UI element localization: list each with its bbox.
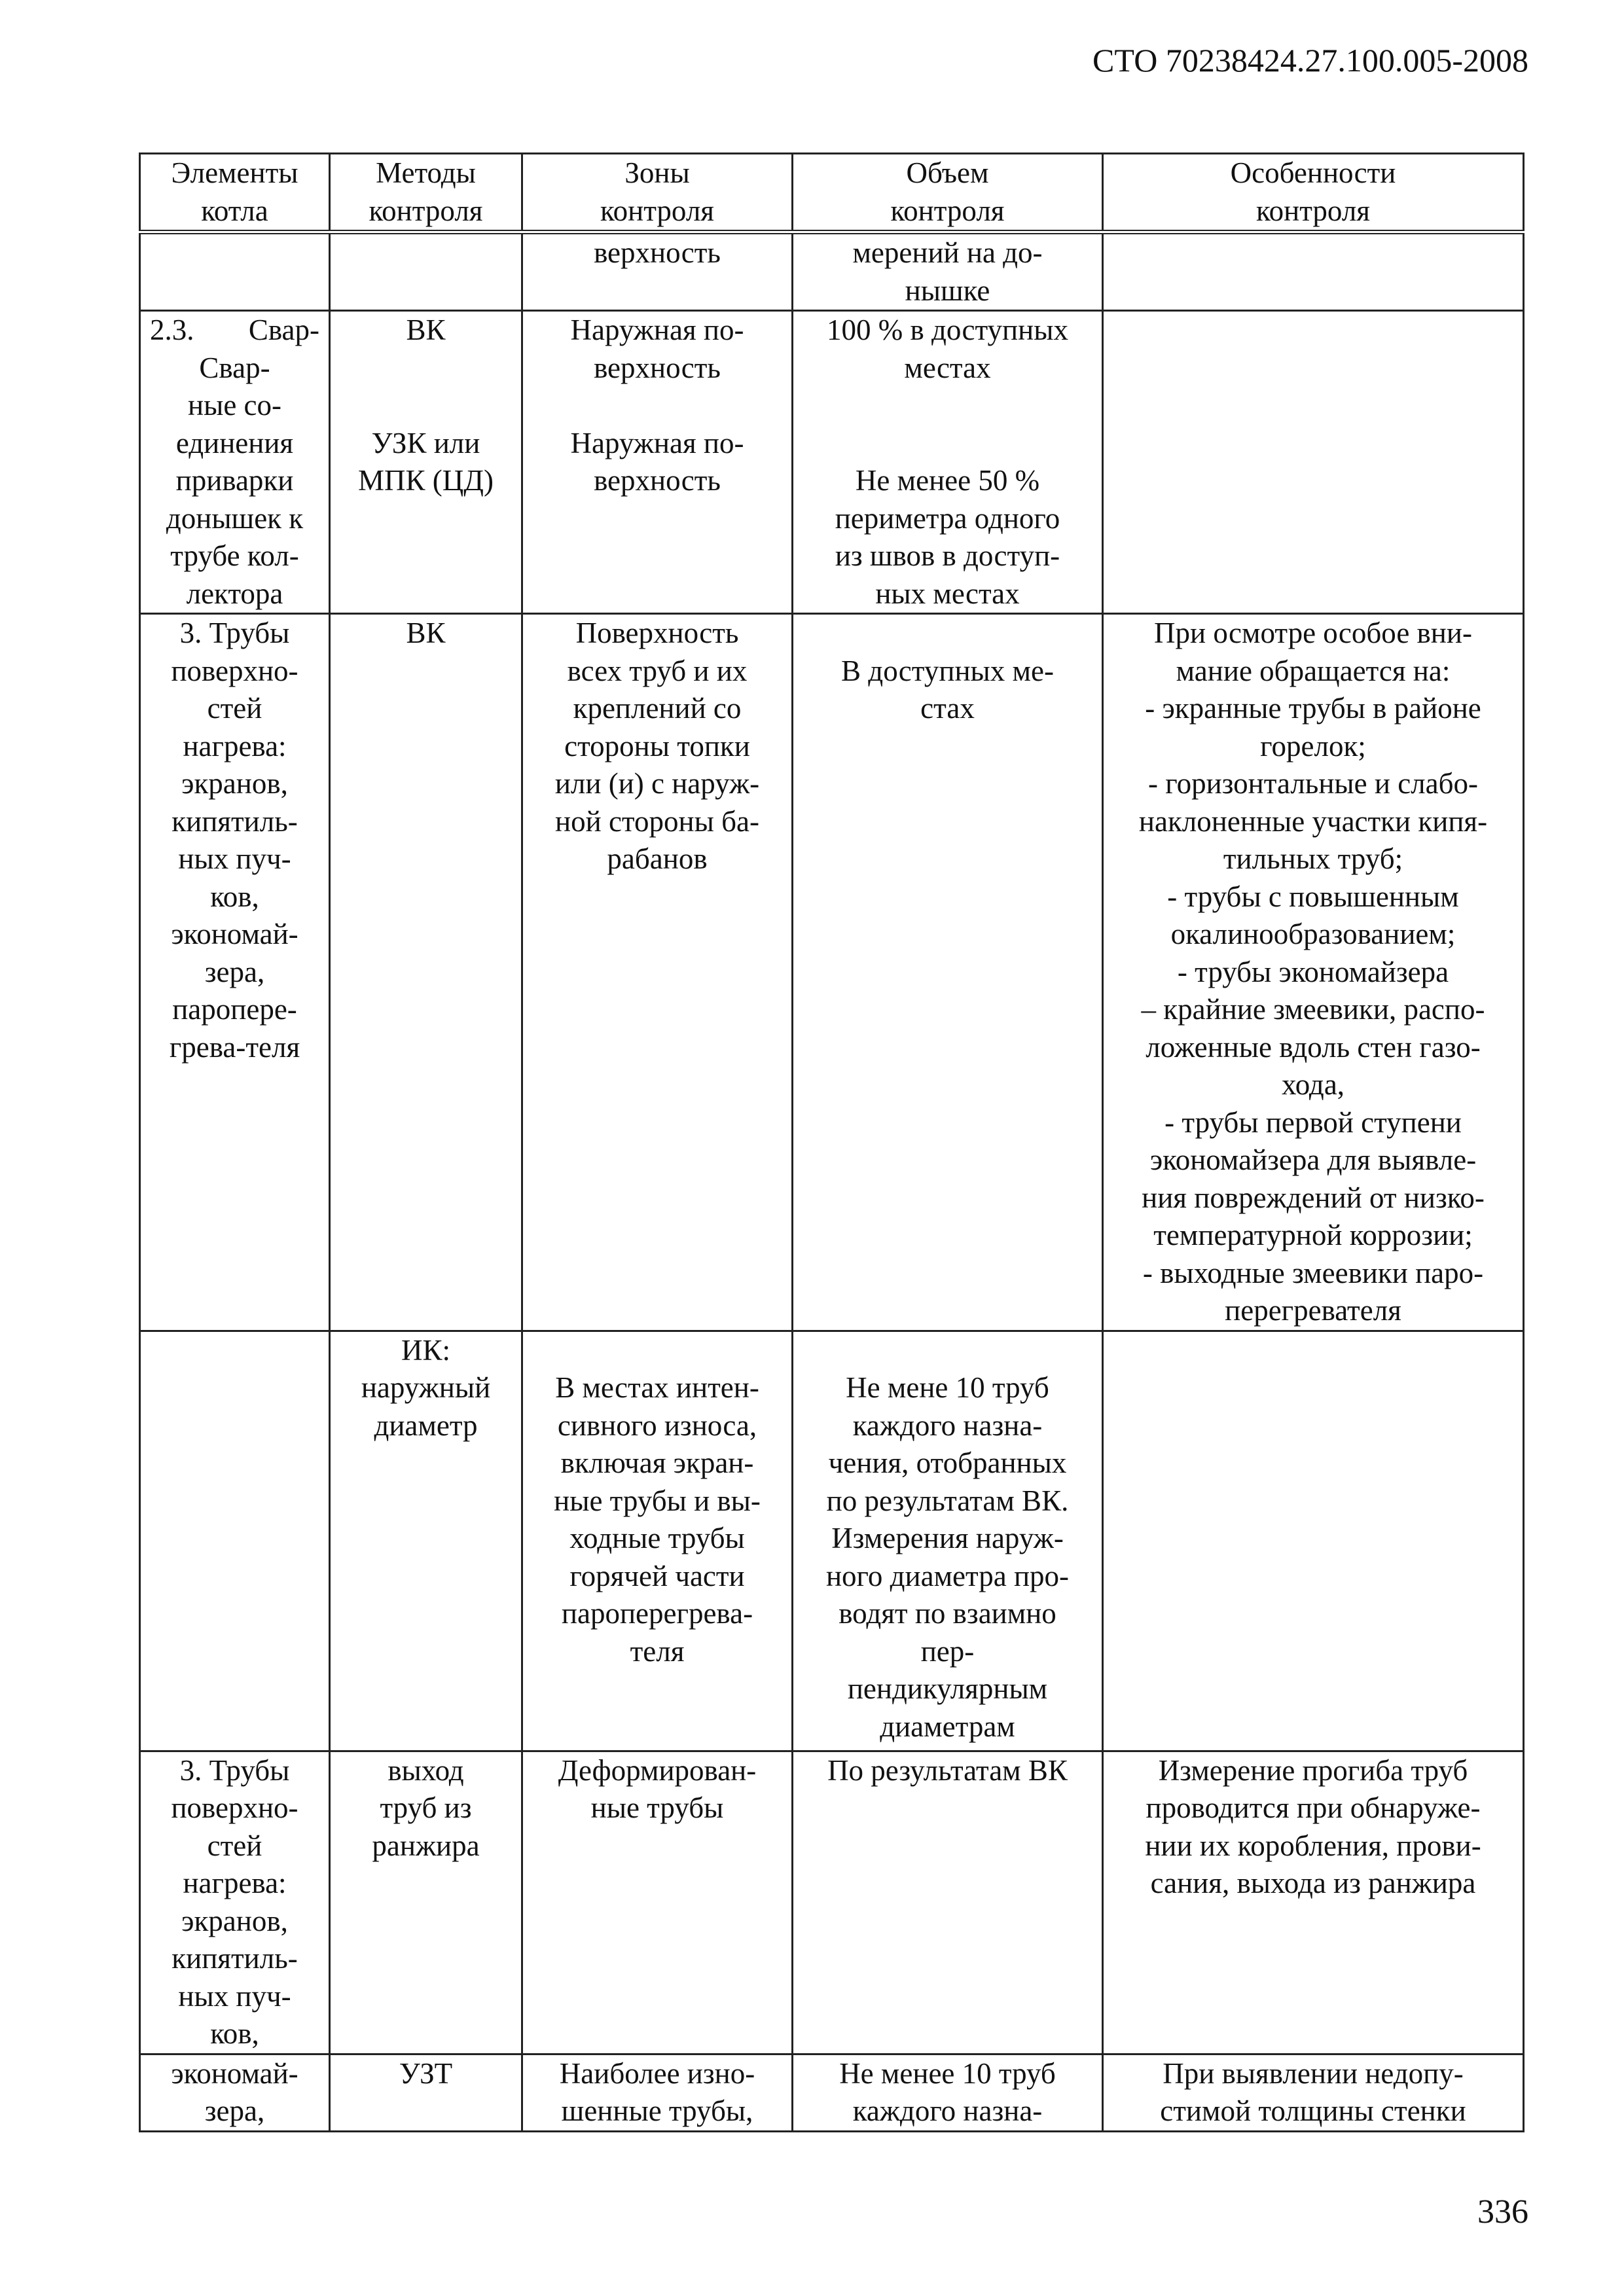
cell-line: рабанов [607, 842, 708, 875]
cell-line: стимой толщины стенки [1160, 2094, 1466, 2127]
cell-line [523, 1332, 791, 1370]
cell-line: При осмотре особое вни- [1154, 617, 1472, 649]
cell-line: лектора [186, 577, 283, 610]
cell-line: кипятиль- [171, 804, 298, 838]
cell-line: ходные трубы [569, 1522, 745, 1554]
cell-line: Не менее 10 труб [839, 2056, 1056, 2090]
cell-line: МПК (ЦД) [358, 464, 494, 497]
cell-line: нагрева: [183, 1867, 287, 1899]
cell-line: каждого назна- [852, 2094, 1043, 2127]
cell-line: ков, [210, 2017, 259, 2050]
control-features-cell [1103, 1751, 1524, 2054]
cell-line: ных пуч- [178, 1979, 291, 2013]
control-method-cell [330, 2054, 522, 2131]
cell-line: верхность [594, 236, 721, 269]
cell-line: шенные трубы, [561, 2094, 753, 2127]
cell-line: Деформирован- [558, 1753, 757, 1787]
cell-line: экономайзера для выявле- [1149, 1143, 1477, 1176]
cell-line: 3. Трубы [179, 617, 290, 649]
cell-line: 100 % в доступных [827, 314, 1068, 346]
cell-line: Наружная по- [570, 314, 744, 346]
cell-line: местах [904, 351, 991, 384]
cell-line: мерений на до- [852, 236, 1043, 269]
control-zone-cell [522, 232, 793, 311]
cell-line [331, 350, 521, 387]
cell-line: ные со- [188, 389, 281, 422]
cell-line: нагрева: [183, 729, 287, 762]
cell-line: всех труб и их [567, 654, 748, 687]
cell-line: Наружная по- [570, 426, 744, 459]
cell-line: нии их коробления, прови- [1145, 1829, 1481, 1862]
cell-line: - трубы с повышенным [1167, 880, 1459, 913]
header-line: контроля [369, 194, 483, 227]
header-line: котла [201, 194, 268, 227]
control-features-cell [1103, 2054, 1524, 2131]
cell-line: пароперегрева- [561, 1597, 753, 1630]
cell-line: включая экран- [560, 1446, 754, 1479]
cell-line: верхность [594, 351, 721, 384]
boiler-element-cell [140, 1331, 330, 1751]
cell-line: стей [207, 692, 262, 725]
boiler-element-cell [140, 1751, 330, 2054]
control-method-cell [330, 1751, 522, 2054]
page-number: 336 [1477, 2193, 1528, 2231]
cell-line: Не менее 50 % [855, 464, 1040, 497]
control-features-cell [1103, 1331, 1524, 1751]
cell-line: нышке [905, 274, 990, 307]
cell-line [793, 387, 1102, 425]
cell-line: Свар- [199, 351, 270, 384]
cell-line: сания, выхода из ранжира [1150, 1867, 1476, 1899]
cell-line: грева-теля [169, 1030, 300, 1064]
cell-line: приварки [175, 464, 294, 497]
cell-line: зера, [204, 2094, 265, 2127]
header-control-methods [330, 154, 522, 232]
cell-line: - экранные трубы в районе [1145, 692, 1481, 725]
cell-line: ложенные вдоль стен газо- [1146, 1030, 1481, 1064]
cell-line: перегревателя [1225, 1294, 1401, 1327]
control-features-cell [1103, 232, 1524, 311]
cell-line: При выявлении недопу- [1163, 2056, 1464, 2090]
boiler-element-cell [140, 311, 330, 614]
cell-line: стей [207, 1829, 262, 1862]
control-volume-cell [793, 614, 1103, 1331]
header-control-zones [522, 154, 793, 232]
cell-line: тильных труб; [1223, 842, 1403, 875]
cell-line: хода, [1281, 1068, 1345, 1101]
control-volume-cell [793, 232, 1103, 311]
cell-line: кипятиль- [171, 1942, 298, 1975]
cell-line [793, 425, 1102, 463]
header-line: Элементы [171, 156, 298, 189]
cell-line: сивного износа, [557, 1408, 757, 1442]
control-features-cell [1103, 614, 1524, 1331]
cell-line: проводится при обнаруже- [1146, 1791, 1481, 1824]
cell-line: Измерения наруж- [831, 1522, 1064, 1554]
cell-line: ных местах [875, 577, 1020, 610]
cell-line: Поверхность [575, 617, 739, 649]
control-zone-cell [522, 1751, 793, 2054]
cell-line: Измерение прогиба труб [1158, 1753, 1468, 1787]
cell-line: наклоненные участки кипя- [1138, 804, 1488, 838]
cell-line: креплений со [573, 692, 742, 725]
control-volume-cell [793, 1331, 1103, 1751]
cell-line: диаметр [374, 1408, 478, 1442]
cell-line: ния повреждений от низко- [1142, 1181, 1485, 1214]
cell-line: мание обращается на: [1176, 654, 1451, 687]
table-row [140, 614, 1524, 1331]
control-zone-cell [522, 2054, 793, 2131]
cell-line: донышек к [166, 501, 304, 535]
header-control-features [1103, 154, 1524, 232]
cell-line: верхность [594, 464, 721, 497]
boiler-inspection-table [139, 152, 1525, 2132]
cell-line: стороны топки [564, 729, 750, 762]
control-volume-cell [793, 1751, 1103, 2054]
cell-line [523, 387, 791, 425]
header-line: контроля [890, 194, 1005, 227]
boiler-element-cell [140, 614, 330, 1331]
cell-line: горелок; [1260, 729, 1366, 762]
cell-line: окалинообразованием; [1170, 918, 1456, 950]
cell-line: - горизонтальные и слабо- [1148, 767, 1478, 800]
cell-line: УЗТ [399, 2056, 453, 2090]
document-header-code: СТО 70238424.27.100.005-2008 [1092, 42, 1528, 79]
table-row [140, 2054, 1524, 2131]
cell-line: В доступных ме- [841, 654, 1054, 687]
cell-line: или (и) с наруж- [554, 767, 760, 800]
cell-line: выход [388, 1753, 464, 1787]
cell-line: пер- [920, 1634, 975, 1668]
table-header-row [140, 154, 1524, 232]
cell-line: - выходные змеевики паро- [1142, 1256, 1484, 1289]
cell-line: ных пуч- [178, 842, 291, 875]
cell-line: ные трубы и вы- [554, 1484, 761, 1517]
cell-line: экономай- [171, 2056, 298, 2090]
cell-line: зера, [204, 955, 265, 988]
table-row [140, 311, 1524, 614]
cell-line: Не мене 10 труб [846, 1371, 1049, 1404]
cell-line: ков, [210, 880, 259, 913]
cell-line: - трубы первой ступени [1164, 1105, 1462, 1139]
cell-line: экранов, [181, 767, 288, 800]
header-line: контроля [1256, 194, 1370, 227]
cell-line: труб из [380, 1791, 472, 1824]
cell-line: ИК: [401, 1333, 450, 1367]
cell-line: По результатам ВК [827, 1753, 1068, 1787]
cell-line: из швов в доступ- [835, 539, 1060, 572]
cell-line: ранжира [372, 1829, 480, 1862]
cell-line: по результатам ВК. [826, 1484, 1069, 1517]
cell-line: УЗК или [371, 426, 480, 459]
cell-line: ВК [406, 314, 446, 346]
cell-line: 3. Трубы [179, 1753, 290, 1787]
header-line: Особенности [1230, 156, 1396, 189]
cell-line: водят по взаимно [839, 1597, 1056, 1630]
cell-line: каждого назна- [852, 1408, 1043, 1442]
control-method-cell [330, 232, 522, 311]
header-boiler-elements [140, 154, 330, 232]
cell-line: ВК [406, 617, 446, 649]
cell-line: экономай- [171, 918, 298, 950]
cell-line: ной стороны ба- [555, 804, 759, 838]
cell-line: горячей части [569, 1559, 745, 1592]
cell-line: - трубы экономайзера [1177, 955, 1449, 988]
cell-line: пендикулярным [847, 1672, 1048, 1705]
cell-line: В местах интен- [555, 1371, 759, 1404]
cell-line: стах [920, 692, 975, 725]
cell-line [331, 387, 521, 425]
control-features-cell [1103, 311, 1524, 614]
table-row [140, 1331, 1524, 1751]
cell-line: периметра одного [835, 501, 1060, 535]
control-volume-cell [793, 2054, 1103, 2131]
cell-line [793, 1332, 1102, 1370]
cell-line: – крайние змеевики, распо- [1141, 993, 1485, 1026]
cell-line: ного диаметра про- [825, 1559, 1070, 1592]
header-line: Методы [376, 156, 476, 189]
cell-line: пароперe- [172, 993, 297, 1026]
cell-line: Наиболее изно- [559, 2056, 755, 2090]
header-control-volume [793, 154, 1103, 232]
cell-line: экранов, [181, 1904, 288, 1937]
control-zone-cell [522, 311, 793, 614]
cell-line: трубе кол- [170, 539, 299, 572]
cell-line: поверхно- [171, 654, 298, 687]
boiler-element-cell [140, 232, 330, 311]
table-body [140, 232, 1524, 2132]
cell-line: чения, отобранных [828, 1446, 1067, 1479]
cell-line: диаметрам [880, 1710, 1015, 1743]
table-row [140, 1751, 1524, 2054]
header-line: контроля [600, 194, 714, 227]
header-line: Объем [906, 156, 989, 189]
cell-line: наружный [361, 1371, 491, 1404]
cell-line [793, 615, 1102, 653]
cell-line: единения [175, 426, 294, 459]
control-zone-cell [522, 1331, 793, 1751]
control-volume-cell [793, 311, 1103, 614]
boiler-element-cell [140, 2054, 330, 2131]
cell-line: поверхно- [171, 1791, 298, 1824]
header-line: Зоны [624, 156, 690, 189]
control-method-cell [330, 614, 522, 1331]
control-zone-cell [522, 614, 793, 1331]
control-method-cell [330, 1331, 522, 1751]
cell-line: ные трубы [590, 1791, 724, 1824]
cell-line: теля [630, 1634, 685, 1668]
cell-line: 2.3. Свар- [150, 314, 319, 346]
cell-line: температурной коррозии; [1153, 1219, 1473, 1251]
table-row [140, 232, 1524, 311]
control-method-cell [330, 311, 522, 614]
